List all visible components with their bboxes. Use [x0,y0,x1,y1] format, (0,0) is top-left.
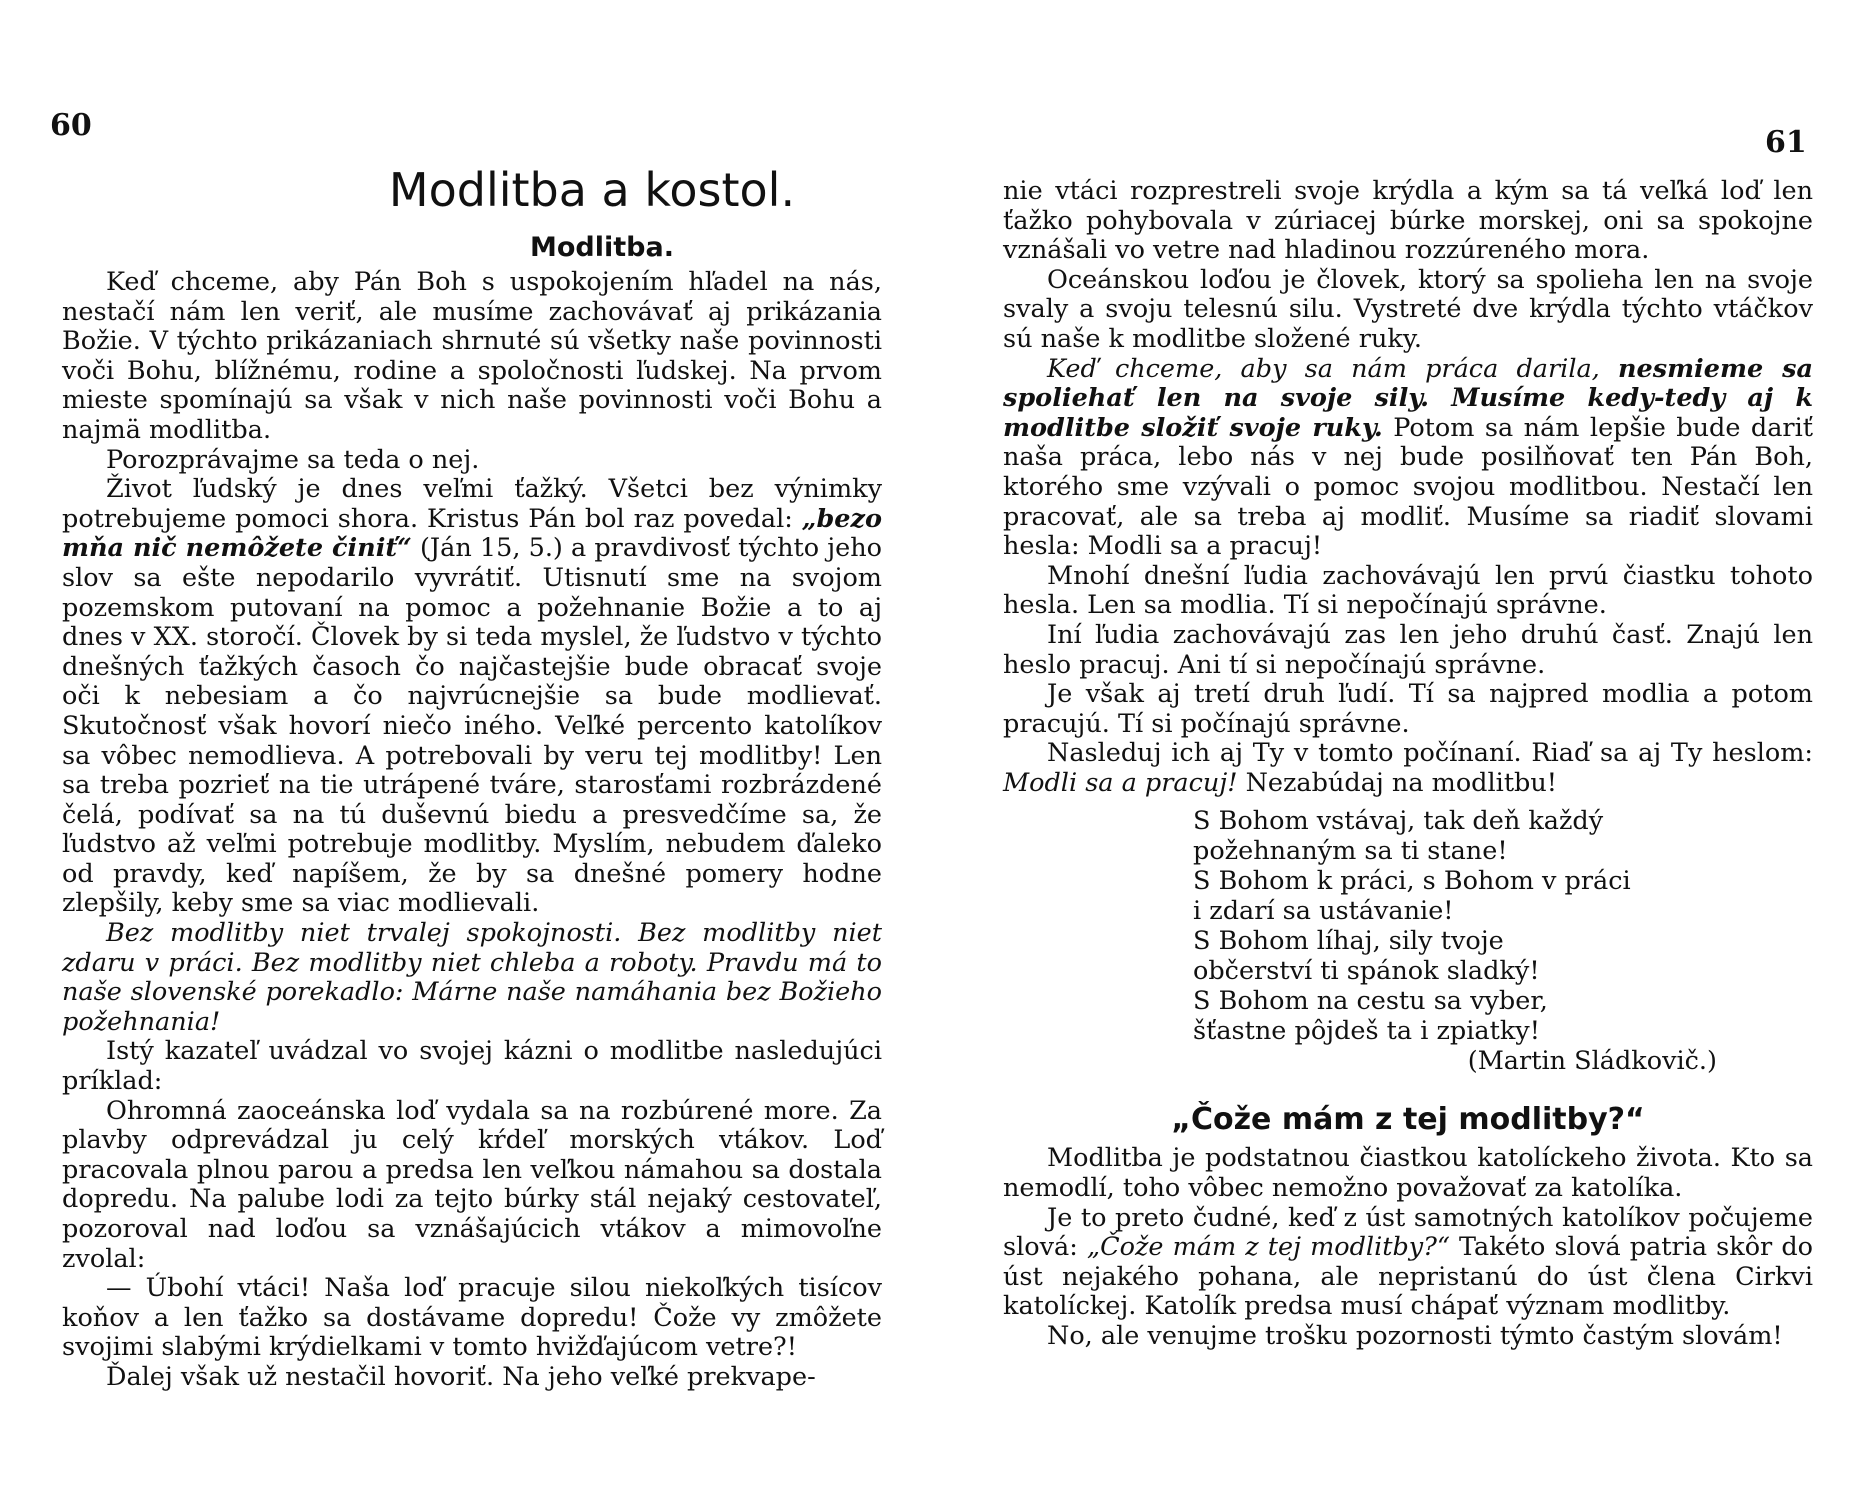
bold-italic-run: nesmieme sa spoliehať len na svoje sily. Musíme kedy-tedy aj k modlitbe složiť svoje ruky. [1003,353,1813,443]
paragraph: Mnohí dnešní ľudia zachovávajú len prvú čiastku tohoto hesla. Len sa modlia. Tí si nepočínajú správne. [1003,560,1813,621]
left-column [62,162,882,1393]
paragraph [1003,1204,1813,1322]
paragraph: Ohromná zaoceánska loď vydala sa na rozbúrené more. Za plavby odprevádzal ju celý kŕdeľ morských vtákov. Loď pracovala plnou parou a predsa len veľkou námahou sa dostala dopredu. Na palube lodi za tejto búrky stál nejaký cestovateľ, pozoroval nad loďou sa vznášajúcich vtákov a mimovoľne zvolal: [62,1095,882,1274]
paragraph: Iní ľudia zachovávajú zas len jeho druhú časť. Znajú len heslo pracuj. Ani tí si nepočínajú správne. [1003,619,1813,680]
paragraph [62,475,882,919]
poem [1193,806,1813,1076]
poem-line: S Bohom vstávaj, tak deň každý [1193,806,1604,837]
text-run: Život ľudský je dnes veľmi ťažký. Všetci bez výnimky potrebujeme pomoci shora. Kristus Pán bol raz povedal: [62,474,882,534]
text-run: Takéto slová patria skôr do úst nejakého pohana, ale nepristanú do úst člena Cirkvi katolíckej. Katolík predsa musí chápať význam modlitby. [1003,1232,1813,1322]
text-run: Potom sa nám lepšie bude dariť naša práca, lebo nás v nej bude posilňovať ten Pán Boh, ktorého sme vzývali o pomoc svojou modlitbou. Nestačí len pracovať, ale sa treba aj modliť. Musíme sa riadiť slovami hesla: Modli sa a pracuj! [1003,412,1814,562]
poem-line: šťastne pôjdeš ta i zpiatky! [1193,1016,1540,1047]
paragraph [1003,739,1813,798]
paragraph: nie vtáci rozprestreli svoje krýdla a kým sa tá veľká loď len ťažko pohybovala v zúriacej búrke morskej, oni sa spokojne vznášali vo vetre nad hladinou rozzúreného mora. [1003,176,1813,266]
poem-line: i zdarí sa ustávanie! [1193,896,1454,927]
paragraph: Ďalej však už nestačil hovoriť. Na jeho veľké prekvape- [106,1361,816,1392]
italic-run: Modli sa a pracuj! [1003,767,1238,798]
italic-paragraph: Bez modlitby niet trvalej spokojnosti. Bez modlitby niet zdaru v práci. Bez modlitby niet chleba a roboty. Pravdu má to naše slovenské porekadlo: Márne naše namáhania bez Božieho požehnania! [62,918,882,1037]
poem-line: S Bohom k práci, s Bohom v práci [1193,866,1631,897]
poem-line: S Bohom líhaj, sily tvoje [1193,926,1504,957]
italic-quote: „Čože mám z tej modlitby?“ [1086,1232,1450,1263]
page-number-right: 61 [1765,125,1807,160]
poem-line: občerství ti spánok sladký! [1193,956,1540,987]
paragraph: Porozprávajme sa teda o nej. [106,444,480,475]
poem-line: požehnaným sa ti stane! [1193,836,1508,867]
paragraph: Modlitba je podstatnou čiastkou katolíckeho života. Kto sa nemodlí, toho vôbec nemožno považovať za katolíka. [1003,1143,1813,1204]
paragraph: No, ale venujme trošku pozornosti týmto častým slovám! [1047,1321,1783,1352]
paragraph: Oceánskou loďou je človek, ktorý sa spolieha len na svoje svaly a svoju telesnú silu. Vystreté dve krýdla týchto vtáčkov sú naše k modlitbe složené ruky. [1003,264,1813,354]
right-page [931,0,1862,1500]
section-title-coze: „Čože mám z tej modlitby?“ [1171,1102,1645,1138]
chapter-title: Modlitba a kostol. [388,163,796,217]
text-run: Je to preto čudné, keď z úst samotných katolíkov počujeme slová: [1003,1202,1813,1263]
text-run: Nezabúdaj na modlitbu! [1237,767,1558,798]
italic-run: Keď chceme, aby sa nám práca darila, [1047,353,1618,384]
section-title-modlitba: Modlitba. [530,232,674,263]
poem-author: (Martin Sládkovič.) [1467,1046,1717,1077]
paragraph [1003,355,1813,562]
right-column [1003,177,1813,1352]
paragraph: — Úbohí vtáci! Naša loď pracuje silou niekoľkých tisícov koňov a len ťažko sa dostávame dopredu! Čože vy zmôžete svojimi slabými krýdielkami v tomto hvižďajúcom vetre?! [62,1273,882,1363]
page-number-left: 60 [50,108,92,143]
paragraph: Istý kazateľ uvádzal vo svojej kázni o modlitbe nasledujúci príklad: [62,1036,882,1097]
poem-line: S Bohom na cestu sa vyber, [1193,986,1548,1017]
paragraph: Je však aj tretí druh ľudí. Tí sa najpred modlia a potom pracujú. Tí si počínajú správne. [1003,679,1813,739]
paragraph: Keď chceme, aby Pán Boh s uspokojením hľadel na nás, nestačí nám len veriť, ale musíme zachovávať aj prikázania Božie. V týchto prikázaniach shrnuté sú všetky naše povinnosti voči Bohu, blížnému, rodine a spoločnosti ľudskej. Na prvom mieste spomínajú sa však v nich naše povinnosti voči Bohu a najmä modlitba. [62,267,882,445]
scripture-quote: „bezo mňa nič nemôžete činiť“ [62,503,882,564]
text-run: Nasleduj ich aj Ty v tomto počínaní. Riaď sa aj Ty heslom: [1047,738,1813,769]
text-run: (Ján 15, 5.) a pravdivosť týchto jeho slov sa ešte nepodarilo vyvrátiť. Utisnutí sme na svojom pozemskom putovaní na pomoc a požehnanie Božie a to aj dnes v XX. storočí. Človek by si teda myslel, že ľudstvo v týchto dnešných ťažkých časoch čo najčastejšie bude obracať svoje oči k nebesiam a čo najvrúcnejšie sa bude modlievať. Skutočnosť však hovorí niečo iného. Veľké percento katolíkov sa vôbec nemodlieva. A potrebovali by veru tej modlitby! Len sa treba pozrieť na tie utrápené tváre, starosťami rozbrázdené čelá, podívať sa na tú duševnú biedu a presvedčíme sa, že ľudstvo až veľmi potrebuje modlitby. Myslím, nebudem ďaleko od pravdy, keď napíšem, že by sa dnešné pomery hodne zlepšily, keby sme sa viac modlievali. [62,533,883,919]
